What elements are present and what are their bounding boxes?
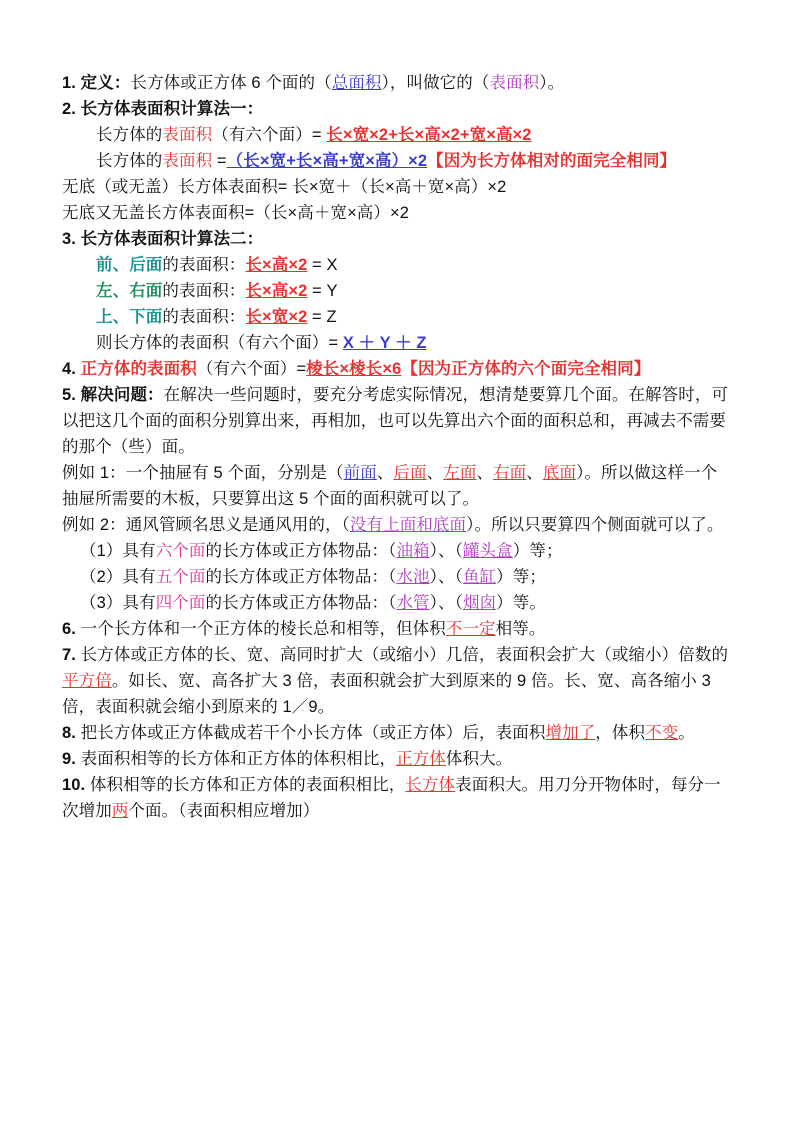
item-four-example-2: 烟囱 [462,594,497,612]
item-six-example-1: 油箱 [396,542,430,560]
section-3-heading [62,226,731,252]
item-number-4: 4. [62,360,81,378]
section-7-text-2: 。如长、宽、高各扩大 3 倍，表面积就会扩大到原来的 9 倍。长、宽、高各缩小 3 倍，表面积就会缩小到原来的 1／9。 [62,672,711,716]
face-front-back-eq: = X [312,256,338,274]
section-10-text-2: 表面积大。用刀分开物体时，每分一次增加 [62,776,721,820]
section-7-line [62,642,731,720]
item-six-prefix: （1）具有 [80,542,156,560]
item-four-count: 四个面 [155,594,206,612]
formula-2-keyword: 表面积 [162,152,213,170]
example-2-keyword: 没有上面和底面 [349,516,467,534]
formula-2-expression: （长×宽+长×高+宽×高）×2 [226,152,428,170]
section-8-keyword-1: 增加了 [545,724,596,742]
section-7-keyword: 平方倍 [62,672,112,690]
definition-label: 定义： [80,74,131,92]
formula-line-1 [62,122,731,148]
sum-line [62,330,731,356]
section-10-keyword-2: 两 [111,802,129,820]
face-left-right-label: 左、右面 [96,282,163,300]
item-six-sep: ）、（ [429,542,463,560]
face-front-back-text: 的表面积： [162,256,246,274]
item-five-mid: 的长方体或正方体物品：（ [205,568,397,586]
face-top-bottom-text: 的表面积： [162,308,246,326]
cube-surface-note: 【因为正方体的六个面完全相同】 [401,360,651,378]
item-number-5: 5. [62,386,81,404]
definition-line [62,70,731,96]
section-10-line [62,772,731,824]
item-number-10: 10. [62,776,90,794]
item-number-2: 2. [62,100,81,118]
item-six-suffix: ）等； [512,542,563,560]
section-8-keyword-2: 不变 [645,724,679,742]
item-six-mid: 的长方体或正方体物品：（ [205,542,397,560]
section-8-text-3: 。 [678,724,695,742]
sum-text: 则长方体的表面积（有六个面）= [96,334,339,352]
cube-surface-formula: 棱长×棱长×6 [306,360,402,378]
example-1-text-1: 例如 1：一个抽屉有 5 个面，分别是（ [62,464,344,482]
definition-text-3: ）。 [539,74,565,92]
section-10-text-3: 个面。（表面积相应增加） [128,802,320,820]
definition-text-1: 长方体或正方体 6 个面的（ [130,74,332,92]
section-8-text-2: ，体积 [595,724,646,742]
item-four-prefix: （3）具有 [80,594,156,612]
face-line-left-right [62,278,731,304]
formula-1-keyword: 表面积 [162,126,213,144]
cube-surface-title: 正方体的表面积 [80,360,197,378]
item-number-8: 8. [62,724,81,742]
face-left-right-text: 的表面积： [162,282,246,300]
no-bottom-line: 无底（或无盖）长方体表面积= 长×宽＋（长×高＋宽×高）×2 [62,178,507,196]
section-5-problem-solving [62,382,731,460]
section-9-keyword: 正方体 [396,750,446,768]
example-1-text-2: ）。所以做这样一个抽屉所需要的木板，只要算出这 5 个面的面积就可以了。 [62,464,718,508]
section-8-text-1: 把长方体或正方体截成若干个小长方体（或正方体）后，表面积 [80,724,546,742]
item-four-suffix: ）等。 [496,594,546,612]
face-top-bottom-formula: 长×宽×2 [245,308,308,326]
item-five-example-2: 鱼缸 [462,568,497,586]
example-2 [62,512,731,538]
item-five-suffix: ）等； [496,568,546,586]
face-top-bottom-label: 上、下面 [96,308,163,326]
section-2-title: 长方体表面积计算法一： [80,100,264,118]
section-8-line [62,720,731,746]
blank-total-area: 总面积 [331,74,382,92]
section-6-text-2: 相等。 [495,620,546,638]
section-10-text-1: 体积相等的长方体和正方体的表面积相比， [89,776,406,794]
formula-2-prefix: 长方体的 [96,152,163,170]
section-9-text-2: 体积大。 [445,750,513,768]
item-number-6: 6. [62,620,81,638]
example-2-text-2: ）。所以只要算四个侧面就可以了。 [466,516,724,534]
item-number-9: 9. [62,750,81,768]
face-left-right-eq: = Y [312,282,338,300]
face-line-front-back [62,252,731,278]
formula-line-2 [62,148,731,174]
item-four-example-1: 水管 [396,594,430,612]
example-1-face-2: 后面 [393,464,427,482]
no-bottom-no-top-line: 无底又无盖长方体表面积=（长×高＋宽×高）×2 [62,204,410,222]
section-6-line [62,616,731,642]
item-four-faces [62,590,731,616]
cube-surface-text: （有六个面）= [196,360,307,378]
formula-2-note: 【因为长方体相对的面完全相同】 [427,152,677,170]
item-four-mid: 的长方体或正方体物品：（ [205,594,397,612]
definition-text-2: ），叫做它的（ [381,74,490,92]
face-left-right-formula: 长×高×2 [245,282,308,300]
item-six-faces [62,538,731,564]
face-line-top-bottom [62,304,731,330]
section-10-keyword-1: 长方体 [405,776,456,794]
formula-1-prefix: 长方体的 [96,126,163,144]
example-1-face-5: 底面 [542,464,577,482]
item-five-faces [62,564,731,590]
item-number-3: 3. [62,230,81,248]
keyword-surface-area: 表面积 [489,74,540,92]
example-1-face-3: 左面 [443,464,477,482]
example-1-face-4: 右面 [493,464,527,482]
section-9-line [62,746,731,772]
face-front-back-label: 前、后面 [96,256,163,274]
item-five-sep: ）、（ [429,568,463,586]
example-1-face-1: 前面 [343,464,377,482]
section-4-cube-surface [62,356,731,382]
formula-1-mid: （有六个面）= [212,126,322,144]
item-number-7: 7. [62,646,81,664]
item-five-count: 五个面 [155,568,206,586]
problem-solving-body: 在解决一些问题时，要充分考虑实际情况，想清楚要算几个面。在解答时，可以把这几个面的面积分别算出来，再相加，也可以先算出六个面的面积总和，再减去不需要的那个（些）面。 [62,386,729,456]
item-number-1: 1. [62,74,81,92]
item-six-example-2: 罐头盒 [462,542,513,560]
formula-2-eq: = [216,152,227,170]
face-top-bottom-eq: = Z [312,308,337,326]
example-1: 例如 1：一个抽屉有 5 个面，分别是（前面、后面、左面、右面、底面）。所以做这样一个抽屉所需要的木板，只要算出这 5 个面的面积就可以了。 [62,464,718,508]
sum-formula: X ＋ Y ＋ Z [342,334,427,352]
section-9-text-1: 表面积相等的长方体和正方体的体积相比， [80,750,397,768]
item-six-count: 六个面 [155,542,206,560]
item-five-example-1: 水池 [396,568,430,586]
formula-1-expression: 长×宽×2+长×高×2+宽×高×2 [326,126,532,144]
example-2-text-1: 例如 2：通风管顾名思义是通风用的，（ [62,516,350,534]
item-four-sep: ）、（ [429,594,463,612]
section-6-keyword: 不一定 [445,620,496,638]
section-7-text-1: 长方体或正方体的长、宽、高同时扩大（或缩小）几倍，表面积会扩大（或缩小）倍数的 [80,646,729,664]
face-front-back-formula: 长×高×2 [245,256,308,274]
item-five-prefix: （2）具有 [80,568,156,586]
section-6-text-1: 一个长方体和一个正方体的棱长总和相等，但体积 [80,620,446,638]
section-3-title: 长方体表面积计算法二： [80,230,264,248]
problem-solving-title: 解决问题： [80,386,164,404]
section-2-heading [62,96,731,122]
